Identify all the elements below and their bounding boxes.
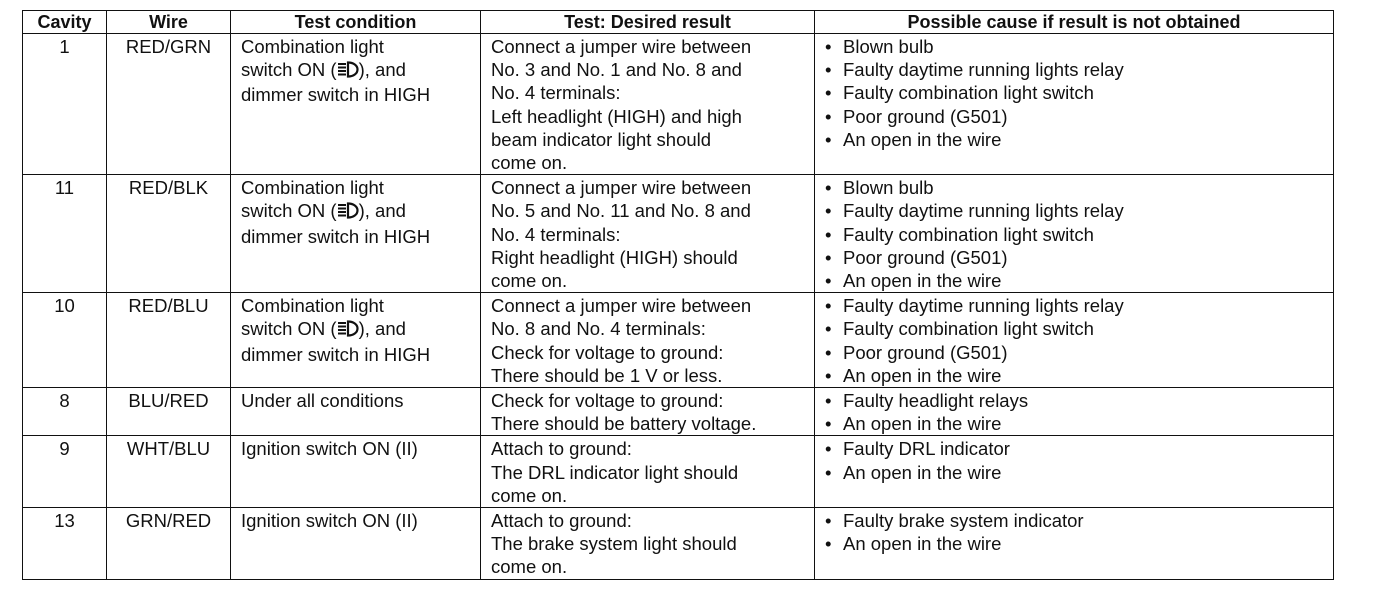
result-cell bbox=[481, 508, 815, 580]
result-line: come on. bbox=[491, 152, 568, 174]
header-desired-result: Test: Desired result bbox=[481, 11, 815, 34]
result-line: Attach to ground: bbox=[491, 510, 632, 532]
cavity-cell: 8 bbox=[23, 388, 107, 436]
condition-line: Combination light bbox=[241, 177, 384, 199]
result-line: Connect a jumper wire between bbox=[491, 36, 752, 57]
result-line: No. 3 and No. 1 and No. 8 and bbox=[491, 59, 742, 81]
headlight-high-beam-icon bbox=[337, 60, 359, 83]
wire-cell: RED/GRN bbox=[107, 34, 231, 175]
cavity-cell: 11 bbox=[23, 175, 107, 293]
condition-cell bbox=[231, 436, 481, 508]
cause-item: • An open in the wire bbox=[825, 364, 1325, 387]
cause-cell bbox=[815, 508, 1334, 580]
cause-item: • Blown bulb bbox=[825, 35, 1325, 58]
condition-line: Under all conditions bbox=[241, 390, 404, 412]
condition-text: ), and bbox=[358, 318, 406, 340]
table-row bbox=[23, 293, 1334, 388]
cavity-cell: 13 bbox=[23, 508, 107, 580]
header-test-condition: Test condition bbox=[231, 11, 481, 34]
result-line: No. 4 terminals: bbox=[491, 223, 621, 245]
result-line: The DRL indicator light should bbox=[491, 461, 739, 483]
cause-item: • Faulty daytime running lights relay bbox=[825, 199, 1325, 222]
troubleshooting-table bbox=[22, 10, 1334, 580]
condition-text: switch ON ( bbox=[241, 200, 337, 222]
cause-cell bbox=[815, 175, 1334, 293]
table-row bbox=[23, 34, 1334, 175]
condition-text: switch ON ( bbox=[241, 59, 337, 81]
header-row bbox=[23, 11, 1334, 34]
wire-cell: RED/BLU bbox=[107, 293, 231, 388]
result-line: Right headlight (HIGH) should bbox=[491, 246, 738, 268]
cause-item: • Poor ground (G501) bbox=[825, 341, 1325, 364]
cavity-cell: 9 bbox=[23, 436, 107, 508]
cause-cell bbox=[815, 34, 1334, 175]
cause-item: • Faulty combination light switch bbox=[825, 223, 1325, 246]
result-line: Check for voltage to ground: bbox=[491, 390, 724, 412]
result-cell bbox=[481, 34, 815, 175]
cause-cell bbox=[815, 293, 1334, 388]
result-line: There should be 1 V or less. bbox=[491, 364, 723, 386]
cause-item: • Poor ground (G501) bbox=[825, 246, 1325, 269]
result-line: beam indicator light should bbox=[491, 128, 712, 150]
condition-cell bbox=[231, 388, 481, 436]
table-row bbox=[23, 388, 1334, 436]
cause-item: • Blown bulb bbox=[825, 176, 1325, 199]
result-cell bbox=[481, 436, 815, 508]
condition-cell bbox=[231, 34, 481, 175]
condition-line: Combination light bbox=[241, 295, 384, 317]
result-cell bbox=[481, 293, 815, 388]
cause-item: • Faulty brake system indicator bbox=[825, 509, 1325, 532]
wire-cell: BLU/RED bbox=[107, 388, 231, 436]
cause-item: • Faulty combination light switch bbox=[825, 81, 1325, 104]
cause-item: • An open in the wire bbox=[825, 269, 1325, 292]
cavity-cell: 1 bbox=[23, 34, 107, 175]
wire-cell: GRN/RED bbox=[107, 508, 231, 580]
cause-item: • An open in the wire bbox=[825, 128, 1325, 151]
result-line: come on. bbox=[491, 484, 568, 506]
condition-line bbox=[241, 199, 472, 224]
cause-item: • Faulty combination light switch bbox=[825, 317, 1325, 340]
result-line: There should be battery voltage. bbox=[491, 413, 757, 435]
result-line: No. 4 terminals: bbox=[491, 82, 621, 104]
result-cell bbox=[481, 388, 815, 436]
header-possible-cause: Possible cause if result is not obtained bbox=[815, 11, 1334, 34]
condition-cell bbox=[231, 293, 481, 388]
cause-item: • Faulty DRL indicator bbox=[825, 437, 1325, 460]
result-cell bbox=[481, 175, 815, 293]
condition-cell bbox=[231, 508, 481, 580]
cause-cell bbox=[815, 436, 1334, 508]
table-row bbox=[23, 436, 1334, 508]
condition-line: Ignition switch ON (II) bbox=[241, 438, 418, 460]
condition-line: dimmer switch in HIGH bbox=[241, 343, 431, 365]
result-line: No. 8 and No. 4 terminals: bbox=[491, 318, 706, 340]
cause-item: • Faulty headlight relays bbox=[825, 389, 1325, 412]
cause-item: • An open in the wire bbox=[825, 532, 1325, 555]
result-line: Left headlight (HIGH) and high bbox=[491, 105, 742, 127]
condition-line: dimmer switch in HIGH bbox=[241, 84, 431, 106]
table-row bbox=[23, 175, 1334, 293]
condition-line: Combination light bbox=[241, 36, 384, 57]
cause-item: • Faulty daytime running lights relay bbox=[825, 58, 1325, 81]
cause-item: • An open in the wire bbox=[825, 461, 1325, 484]
result-line: Connect a jumper wire between bbox=[491, 177, 752, 199]
result-line: Attach to ground: bbox=[491, 438, 632, 460]
wire-cell: WHT/BLU bbox=[107, 436, 231, 508]
header-cavity: Cavity bbox=[23, 11, 107, 34]
table-row bbox=[23, 508, 1334, 580]
headlight-high-beam-icon bbox=[337, 201, 359, 224]
cause-item: • Poor ground (G501) bbox=[825, 105, 1325, 128]
result-line: come on. bbox=[491, 270, 568, 292]
cause-cell bbox=[815, 388, 1334, 436]
condition-text: ), and bbox=[358, 200, 406, 222]
condition-line: dimmer switch in HIGH bbox=[241, 225, 431, 247]
cause-item: • An open in the wire bbox=[825, 412, 1325, 435]
headlight-high-beam-icon bbox=[337, 319, 359, 342]
result-line: come on. bbox=[491, 556, 568, 578]
cavity-cell: 10 bbox=[23, 293, 107, 388]
result-line: Connect a jumper wire between bbox=[491, 295, 752, 317]
condition-line bbox=[241, 58, 472, 83]
cause-item: • Faulty daytime running lights relay bbox=[825, 294, 1325, 317]
result-line: Check for voltage to ground: bbox=[491, 341, 724, 363]
condition-text: ), and bbox=[358, 59, 406, 81]
header-wire: Wire bbox=[107, 11, 231, 34]
condition-line: Ignition switch ON (II) bbox=[241, 510, 418, 532]
condition-text: switch ON ( bbox=[241, 318, 337, 340]
troubleshooting-table-container bbox=[22, 10, 1333, 580]
result-line: The brake system light should bbox=[491, 533, 737, 555]
condition-line bbox=[241, 317, 472, 342]
result-line: No. 5 and No. 11 and No. 8 and bbox=[491, 200, 751, 222]
condition-cell bbox=[231, 175, 481, 293]
wire-cell: RED/BLK bbox=[107, 175, 231, 293]
